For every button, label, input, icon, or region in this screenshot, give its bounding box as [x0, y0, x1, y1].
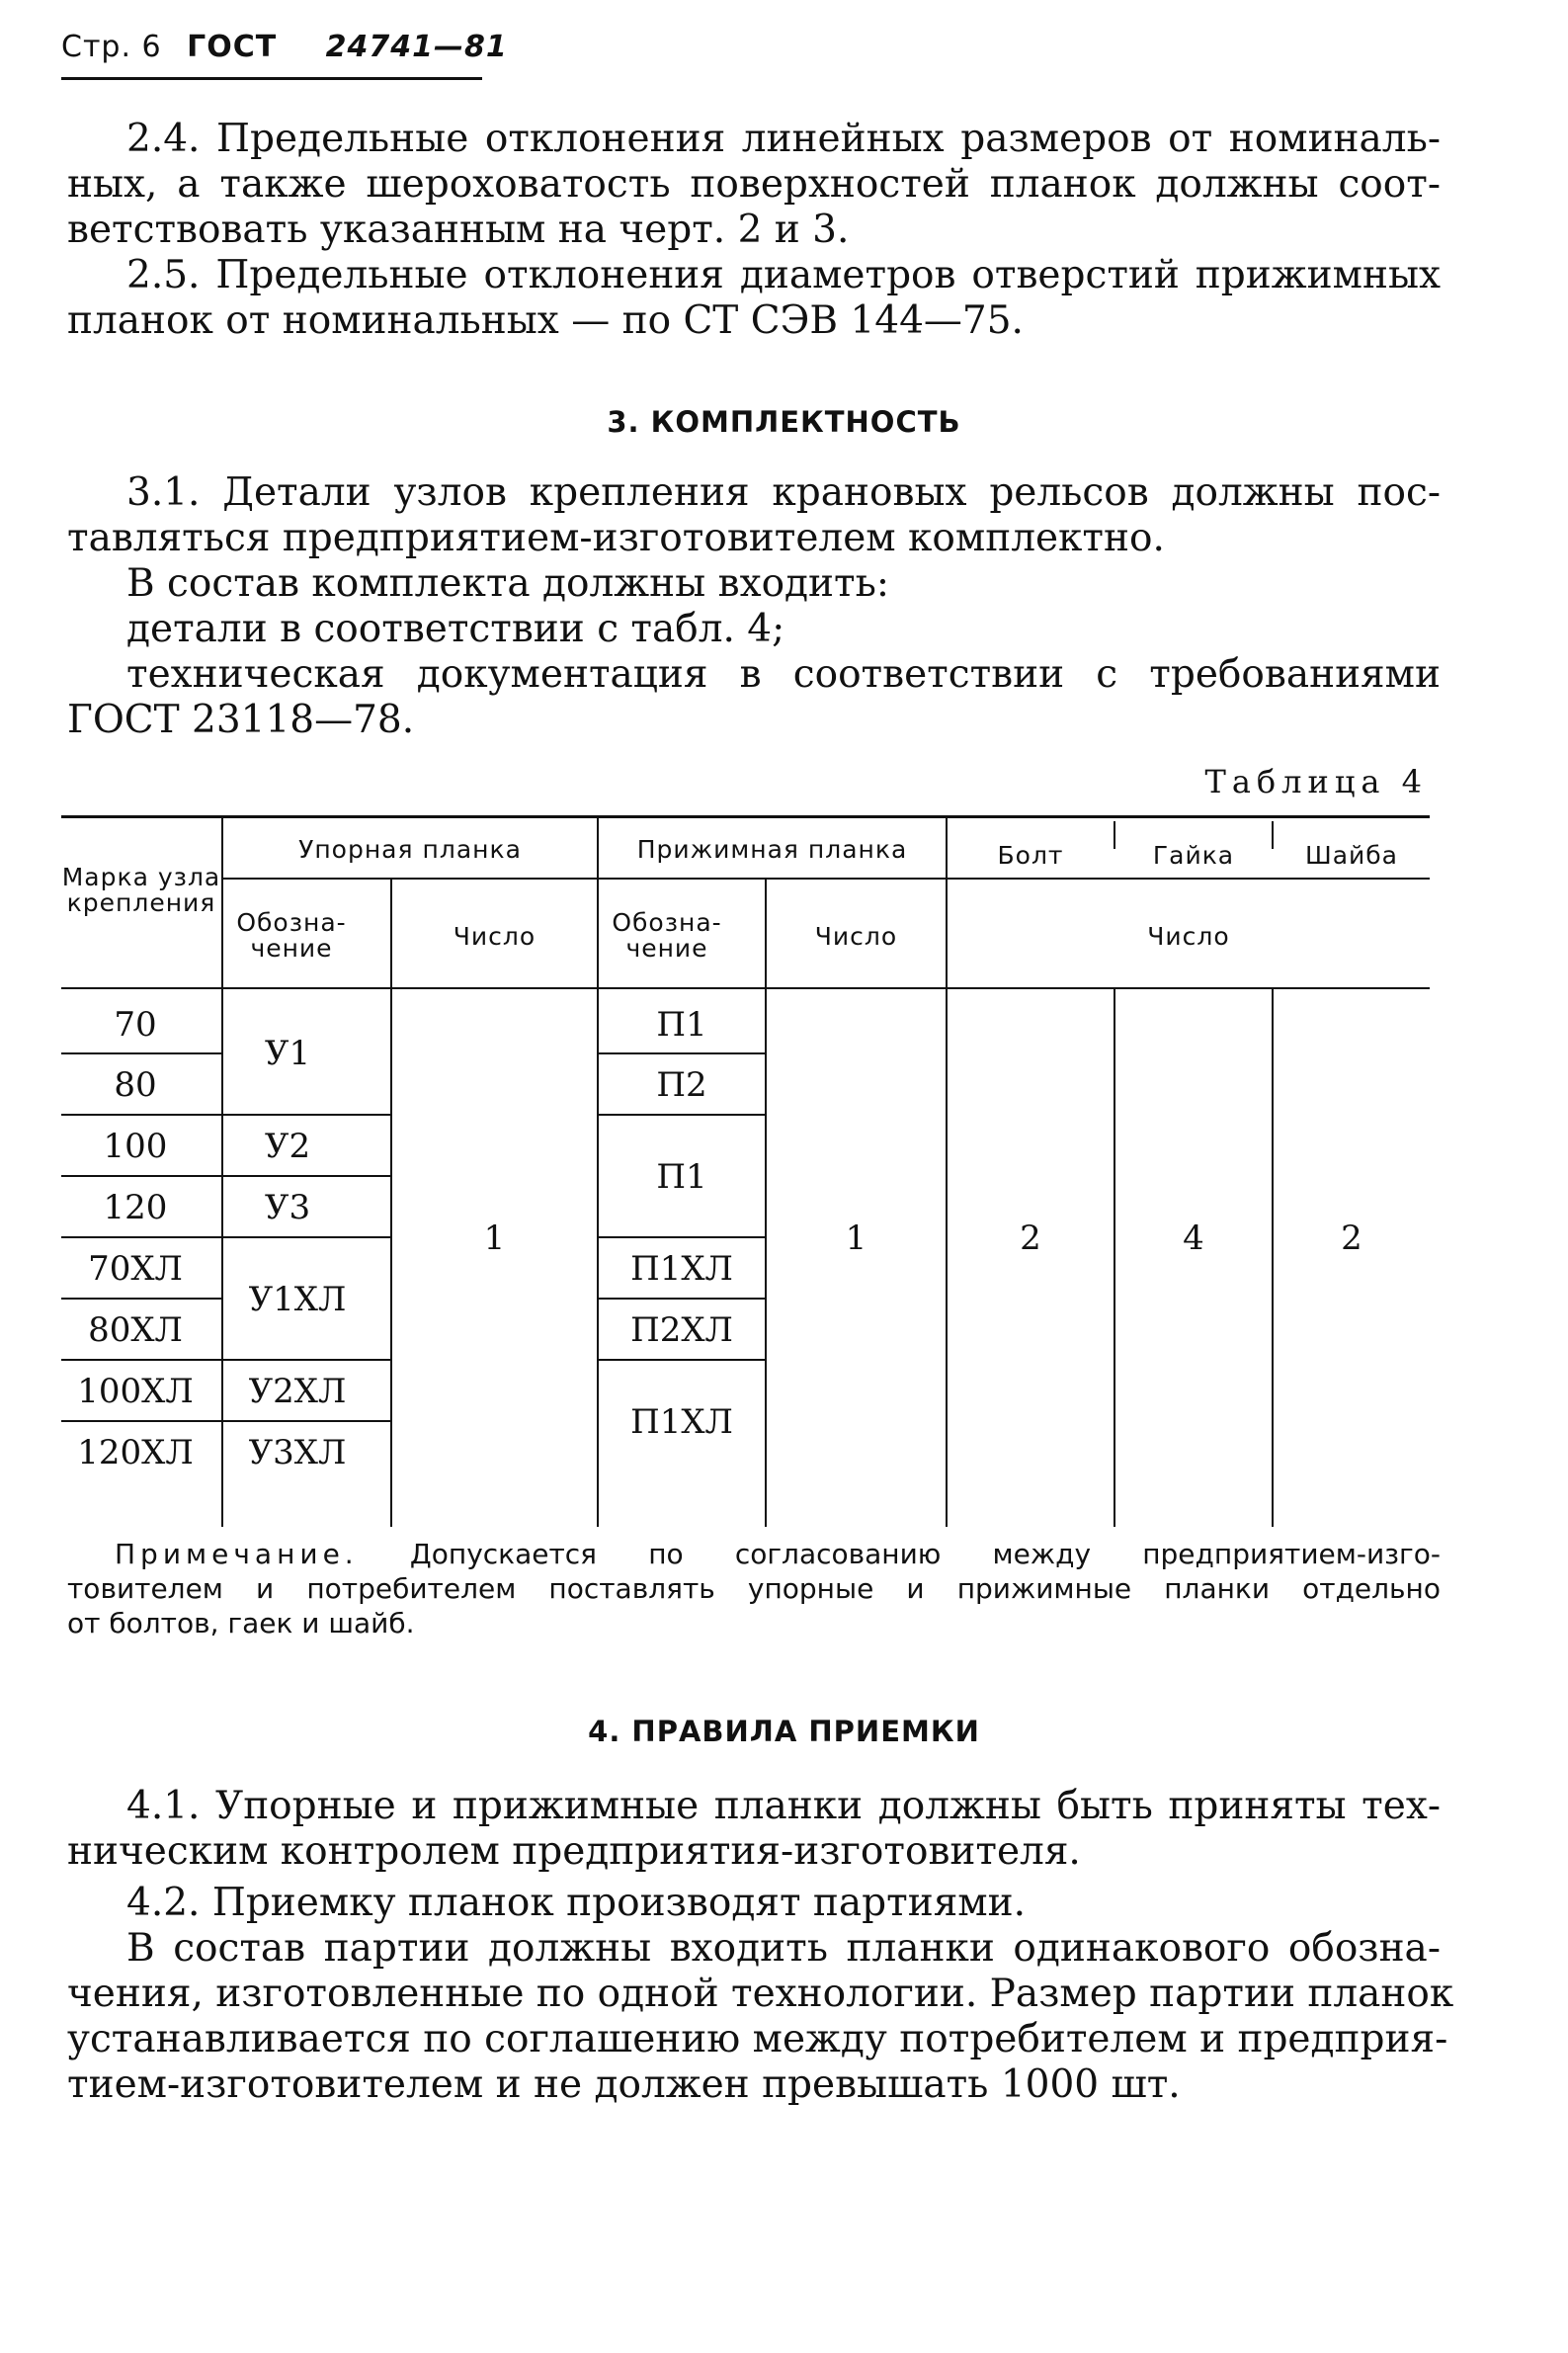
prizhimnaya-cell: П1: [656, 1005, 707, 1045]
paragraph-2-4: [67, 117, 1441, 253]
text-line: планок от номинальных — по СТ СЭВ 144—75.: [67, 298, 1024, 343]
text-line: ветствовать указанным на черт. 2 и 3.: [67, 208, 850, 252]
gaika-chislo: 4: [1183, 1219, 1204, 1258]
row-rule: [61, 1114, 221, 1116]
mark-cell: 80ХЛ: [88, 1310, 183, 1350]
note-text: Допускается по согласованию между предприятием-изго-: [409, 1538, 1442, 1570]
note-label: Примечание.: [115, 1538, 359, 1570]
header-chislo-upornaya: Число: [453, 922, 536, 951]
row-rule: [223, 1175, 390, 1177]
col-rule: [1114, 989, 1115, 1527]
row-rule: [223, 1114, 390, 1116]
text-line: ных, а также шероховатость поверхностей планок должны соот-: [67, 162, 1441, 207]
col-rule: [946, 815, 948, 1527]
col-rule: [765, 989, 767, 1527]
header-sub-rule: [223, 878, 1000, 880]
text-line: тавляться предприятием-изготовителем комплектно.: [67, 516, 1165, 560]
upornaya-cell: У2: [264, 1127, 311, 1166]
row-rule: [599, 1114, 765, 1116]
header-chislo-prizhimnaya: Число: [814, 922, 898, 951]
row-rule: [599, 1298, 765, 1300]
row-rule: [223, 1236, 390, 1238]
mark-cell: 120ХЛ: [77, 1433, 194, 1472]
text-line: ГОСТ 23118—78.: [67, 698, 415, 742]
prizhimnaya-cell: П2: [656, 1065, 707, 1105]
prizhimnaya-cell: П2ХЛ: [630, 1310, 733, 1350]
header-oboz-prizhimnaya: Обозна- чение: [612, 908, 722, 963]
shaiba-chislo: 2: [1341, 1219, 1362, 1258]
row-rule: [223, 1420, 390, 1422]
text-line: В состав комплекта должны входить:: [126, 561, 890, 606]
table-caption: Таблица 4: [1204, 763, 1428, 800]
table-4: [61, 815, 1430, 1527]
mark-cell: 80: [114, 1065, 157, 1105]
bolt-chislo: 2: [1020, 1219, 1041, 1258]
text-line: устанавливается по соглашению между потребителем и предприя-: [67, 2017, 1448, 2061]
header-prizhimnaya: Прижимная планка: [636, 835, 908, 864]
section-3-heading: 3. КОМПЛЕКТНОСТЬ: [607, 405, 961, 439]
running-header: [61, 30, 508, 64]
row-rule: [61, 1359, 221, 1361]
text-line: чения, изготовленные по одной технологии. Размер партии планок: [67, 1972, 1454, 2016]
prizhimnaya-chislo: 1: [845, 1219, 867, 1258]
mark-cell: 120: [103, 1188, 168, 1227]
section-4-heading: 4. ПРАВИЛА ПРИЕМКИ: [588, 1715, 980, 1748]
row-rule: [599, 1052, 765, 1054]
header-shaiba: Шайба: [1304, 841, 1399, 870]
header-oboz-upornaya: Обозна- чение: [236, 908, 347, 963]
prizhimnaya-cell: П1: [656, 1157, 707, 1197]
text-line: 4.2. Приемку планок производят партиями.: [126, 1881, 1027, 1925]
standard-label: ГОСТ: [187, 30, 278, 64]
upornaya-cell: У3: [264, 1188, 311, 1227]
table-note: [67, 1537, 1441, 1640]
note-line: товителем и потребителем поставлять упорные и прижимные планки отдельно: [67, 1572, 1441, 1605]
header-upornaya: Упорная планка: [298, 835, 522, 864]
upornaya-cell: У1: [264, 1034, 311, 1073]
row-rule: [61, 1420, 221, 1422]
upornaya-chislo: 1: [483, 1219, 506, 1258]
text-line: тием-изготовителем и не должен превышать 1000 шт.: [67, 2062, 1181, 2107]
upornaya-cell: У3ХЛ: [248, 1433, 347, 1472]
note-line: от болтов, гаек и шайб.: [67, 1607, 415, 1639]
col-rule: [1272, 989, 1274, 1527]
paragraph-2-5: [67, 253, 1441, 344]
mark-cell: 100: [103, 1127, 168, 1166]
mark-cell: 70: [114, 1005, 157, 1045]
row-rule: [61, 1298, 221, 1300]
page-label: Стр. 6: [61, 30, 162, 64]
header-mark: Марка узла крепления: [61, 863, 221, 917]
mark-cell: 100ХЛ: [77, 1372, 194, 1411]
section-4-text: [67, 1784, 1454, 2108]
text-line: 3.1. Детали узлов крепления крановых рельсов должны пос-: [126, 470, 1441, 515]
upornaya-cell: У2ХЛ: [248, 1372, 347, 1411]
row-rule: [61, 1052, 221, 1054]
row-rule: [599, 1236, 765, 1238]
text-line: 2.5. Предельные отклонения диаметров отверстий прижимных: [126, 253, 1441, 297]
text-line: 4.1. Упорные и прижимные планки должны быть приняты тех-: [126, 1784, 1441, 1828]
standard-number: 24741—81: [325, 30, 508, 64]
row-rule: [61, 1236, 221, 1238]
col-rule: [390, 989, 392, 1527]
header-sub-rule-right: [946, 878, 1430, 880]
text-line: 2.4. Предельные отклонения линейных размеров от номиналь-: [126, 117, 1441, 161]
section-3-text: [67, 470, 1441, 743]
mark-cell: 70ХЛ: [88, 1249, 183, 1289]
text-line: техническая документация в соответствии с требованиями: [126, 652, 1441, 697]
note-line: [67, 1537, 1441, 1571]
table-top-rule: [61, 815, 1430, 818]
header-gaika: Гайка: [1152, 841, 1235, 870]
prizhimnaya-cell: П1ХЛ: [630, 1249, 733, 1289]
row-rule: [599, 1359, 765, 1361]
row-rule: [61, 1175, 221, 1177]
header-bottom-rule: [61, 987, 1430, 989]
text-line: В состав партии должны входить планки одинакового обозна-: [126, 1926, 1441, 1971]
header-chislo-common: Число: [1147, 922, 1230, 951]
text-line: ническим контролем предприятия-изготовителя.: [67, 1829, 1081, 1874]
row-rule: [223, 1359, 390, 1361]
header-rule: [61, 77, 482, 80]
header-bolt: Болт: [997, 841, 1064, 870]
upornaya-cell: У1ХЛ: [248, 1280, 347, 1319]
text-line: детали в соответствии с табл. 4;: [126, 607, 785, 651]
prizhimnaya-cell: П1ХЛ: [630, 1402, 733, 1442]
